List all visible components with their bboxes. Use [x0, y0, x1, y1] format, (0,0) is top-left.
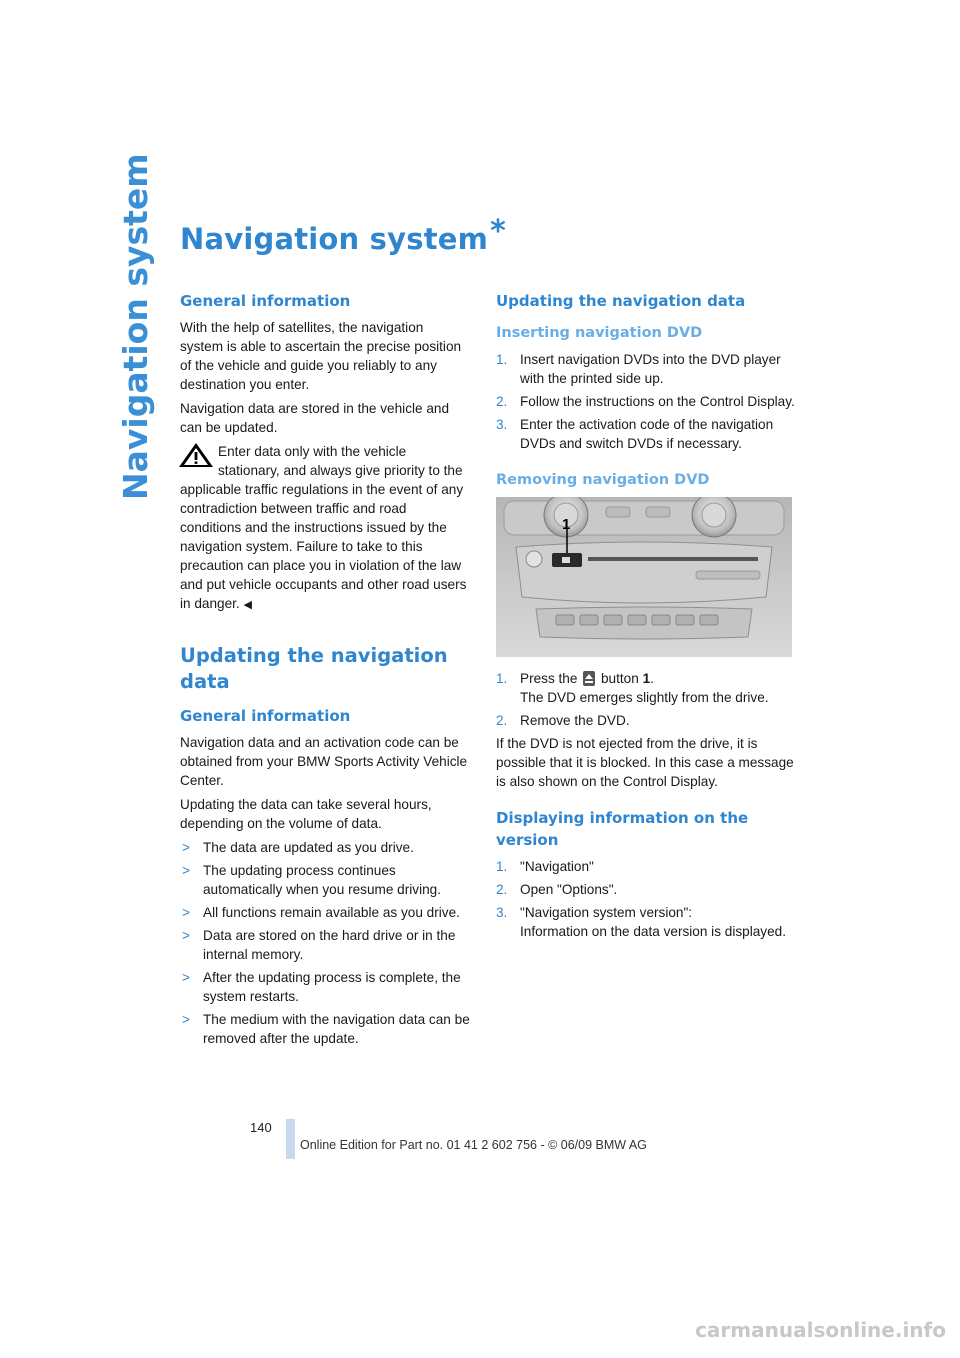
- bullet-marker: >: [182, 928, 190, 943]
- right-column: [496, 290, 796, 945]
- footer-edition-note: Online Edition for Part no. 01 41 2 602 756 - © 06/09 BMW AG: [300, 1138, 647, 1152]
- list-item: > The medium with the navigation data can be removed after the update.: [182, 1012, 470, 1046]
- site-watermark: carmanualsonline.info: [695, 1318, 946, 1342]
- remove-steps: [496, 669, 796, 730]
- page-number: 140: [250, 1120, 272, 1135]
- option-asterisk: *: [490, 214, 506, 249]
- insert-steps: [496, 350, 796, 453]
- warning-triangle-icon: [178, 442, 214, 468]
- page-title: [180, 214, 506, 257]
- step-item: 3. "Navigation system version": Information on the data version is displayed.: [496, 905, 786, 939]
- paragraph: If the DVD is not ejected from the drive, it is possible that it is blocked. In this case a message is also shown on the Control Display.: [496, 736, 794, 789]
- step-item: 2. Remove the DVD.: [496, 713, 630, 728]
- paragraph: Updating the data can take several hours, depending on the volume of data.: [180, 797, 432, 831]
- subsection-heading-general-information: General information: [180, 707, 351, 725]
- bullet-marker: >: [182, 970, 190, 985]
- list-item: > The updating process continues automatically when you resume driving.: [182, 863, 442, 897]
- footer-accent-bar: [286, 1119, 295, 1159]
- subheading-removing-dvd: Removing navigation DVD: [496, 472, 710, 488]
- eject-button-icon: [583, 671, 595, 686]
- step-item: 1. Press the button 1. The DVD emerges slightly from the drive.: [496, 671, 769, 705]
- list-item: > The data are updated as you drive.: [182, 840, 414, 855]
- end-mark: ◀: [243, 599, 252, 611]
- section-heading-updating: Updating the navigation data: [180, 644, 448, 693]
- dvd-drive-photo: [496, 497, 792, 657]
- paragraph: With the help of satellites, the navigation system is able to ascertain the precise position of the vehicle and guide you reliably to any destination you enter.: [180, 320, 462, 392]
- bullet-marker: >: [182, 863, 190, 878]
- version-steps: [496, 857, 796, 941]
- list-item: > After the updating process is complete, the system restarts.: [182, 970, 461, 1004]
- list-item: > Data are stored on the hard drive or in the internal memory.: [182, 928, 456, 962]
- step-item: 1. Insert navigation DVDs into the DVD player with the printed side up.: [496, 352, 781, 386]
- bullet-marker: >: [182, 905, 190, 920]
- list-item: > All functions remain available as you drive.: [182, 905, 460, 920]
- step-item: 2. Open "Options".: [496, 882, 618, 897]
- step-item: 1. "Navigation": [496, 859, 594, 874]
- bullet-list: [180, 838, 470, 1048]
- photo-callout-number: 1: [562, 516, 571, 533]
- section-heading-version: Displaying information on the version: [496, 809, 749, 849]
- section-heading-updating-navigation-data: Updating the navigation data: [496, 292, 746, 310]
- paragraph: Navigation data and an activation code can be obtained from your BMW Sports Activity Vehicle Center.: [180, 735, 468, 788]
- bullet-marker: >: [182, 1012, 190, 1027]
- step-item: 2. Follow the instructions on the Control Display.: [496, 394, 795, 409]
- warning-text: Enter data only with the vehicle stationary, and always give priority to the applicable traffic regulations in the event of any contradiction between traffic and road conditions and the instructions issued by the navigation system. Failure to take to this precaution can place you in violation of the law and put vehicle occupants and other road users in danger.: [180, 444, 467, 611]
- left-column: [180, 290, 470, 1052]
- page-title-text: Navigation system: [180, 222, 489, 256]
- paragraph: Navigation data are stored in the vehicle and can be updated.: [180, 401, 450, 435]
- warning-block: [180, 442, 470, 615]
- subheading-inserting-dvd: Inserting navigation DVD: [496, 325, 703, 341]
- sidebar-chapter-title: Navigation system: [116, 153, 155, 500]
- section-heading-general-information: General information: [180, 292, 351, 310]
- step-item: 3. Enter the activation code of the navigation DVDs and switch DVDs if necessary.: [496, 417, 774, 451]
- bullet-marker: >: [182, 840, 190, 855]
